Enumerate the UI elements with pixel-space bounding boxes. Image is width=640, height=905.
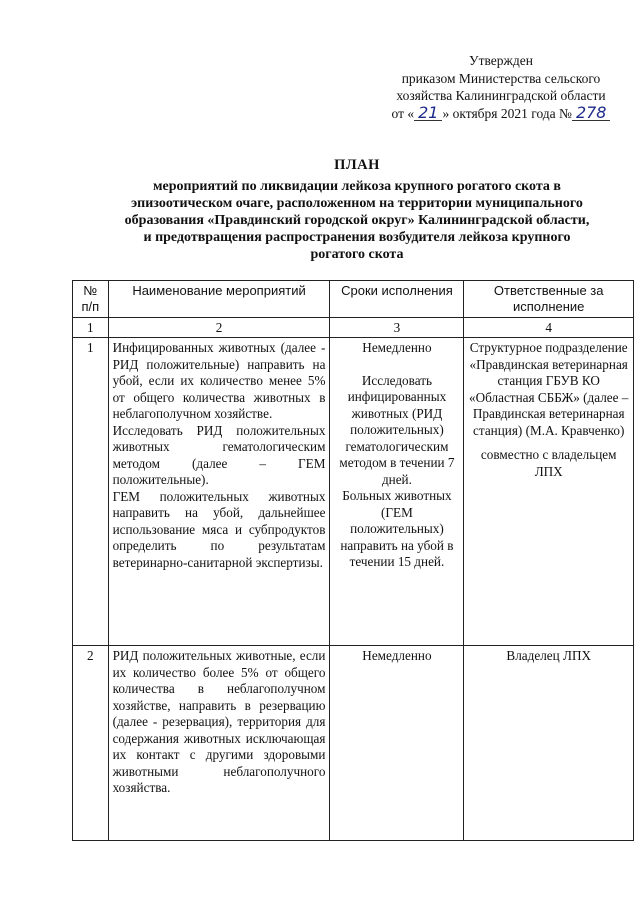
handwritten-order-number: 278 <box>572 106 611 121</box>
measure-text: Инфицированных животных (далее - РИД положительные) направить на убой, если их количество менее 5% от общего количества животных в неблагополучном хозяйстве. <box>112 340 326 421</box>
table-row <box>73 338 634 646</box>
header-measures: Наименование мероприятий <box>108 281 330 318</box>
measure-text: Исследовать РИД положительных животных гематологическим методом (далее – ГЕМ положительные). <box>112 422 326 487</box>
approval-line-2: приказом Министерства сельского <box>401 70 601 86</box>
responsible-cell <box>464 646 634 841</box>
document-title <box>72 157 640 263</box>
date-prefix: от « <box>391 105 415 121</box>
column-number: 3 <box>330 318 464 338</box>
term-text: Исследовать инфицированных животных (РИД положительных) гематологическим методом в течении 7 дней. <box>339 372 455 487</box>
title-heading: ПЛАН <box>334 157 380 173</box>
measures-table <box>72 280 634 841</box>
responsible-text: Структурное подразделение «Правдинская ветеринарная станция ГБУВ КО «Областная СББЖ» (далее – Правдинская ветеринарная станция) (М.А. Кравченко) <box>469 340 629 438</box>
term-text: Немедленно <box>362 340 432 355</box>
approval-date-line <box>370 102 632 123</box>
responsible-text: совместно с владельцем ЛПХ <box>480 447 617 479</box>
date-suffix: » октября 2021 года № <box>442 105 572 121</box>
table-row <box>73 646 634 841</box>
approval-block <box>370 52 632 122</box>
header-number: № п/п <box>73 281 109 318</box>
column-number: 4 <box>464 318 634 338</box>
measure-text: ГЕМ положительных животных направить на убой, дальнейшее использование мяса и субпродуктов определить по результатам ветеринарно-санитарной экспертизы. <box>112 488 326 570</box>
responsible-text: Владелец ЛПХ <box>506 648 591 663</box>
column-number-row <box>73 318 634 338</box>
title-line: мероприятий по ликвидации лейкоза крупного рогатого скота в <box>153 179 561 194</box>
term-text: Больных животных (ГЕМ положительных) направить на убой в течении 15 дней. <box>340 488 454 569</box>
title-line: образования «Правдинский городской округ» Калининградской области, <box>124 213 590 228</box>
measures-cell <box>108 338 330 646</box>
title-line: и предотвращения распространения возбудителя лейкоза крупного <box>143 230 571 245</box>
column-number: 1 <box>73 318 109 338</box>
approval-line-3: хозяйства Калининградской области <box>396 88 606 103</box>
column-number: 2 <box>108 318 330 338</box>
row-number: 1 <box>73 338 109 646</box>
approval-line-1: Утвержден <box>469 53 533 68</box>
title-line: эпизоотическом очаге, расположенном на территории муниципального <box>131 196 583 211</box>
table-header-row <box>73 281 634 318</box>
terms-cell <box>330 338 464 646</box>
header-terms: Сроки исполнения <box>330 281 464 318</box>
responsible-cell <box>464 338 634 646</box>
header-responsible: Ответственные за исполнение <box>464 281 634 318</box>
row-number: 2 <box>73 646 109 841</box>
title-line: рогатого скота <box>310 247 404 262</box>
handwritten-day: 21 <box>414 106 442 121</box>
terms-cell <box>330 646 464 841</box>
term-text: Немедленно <box>362 648 432 663</box>
measure-text: РИД положительных животные, если их количество более 5% от общего количества в неблагополучном хозяйстве, направить в резервацию (далее - резервация), территория для содержания животных исключающая их контакт с другими здоровыми животными неблагополучного хозяйства. <box>112 648 326 795</box>
measures-cell <box>108 646 330 841</box>
